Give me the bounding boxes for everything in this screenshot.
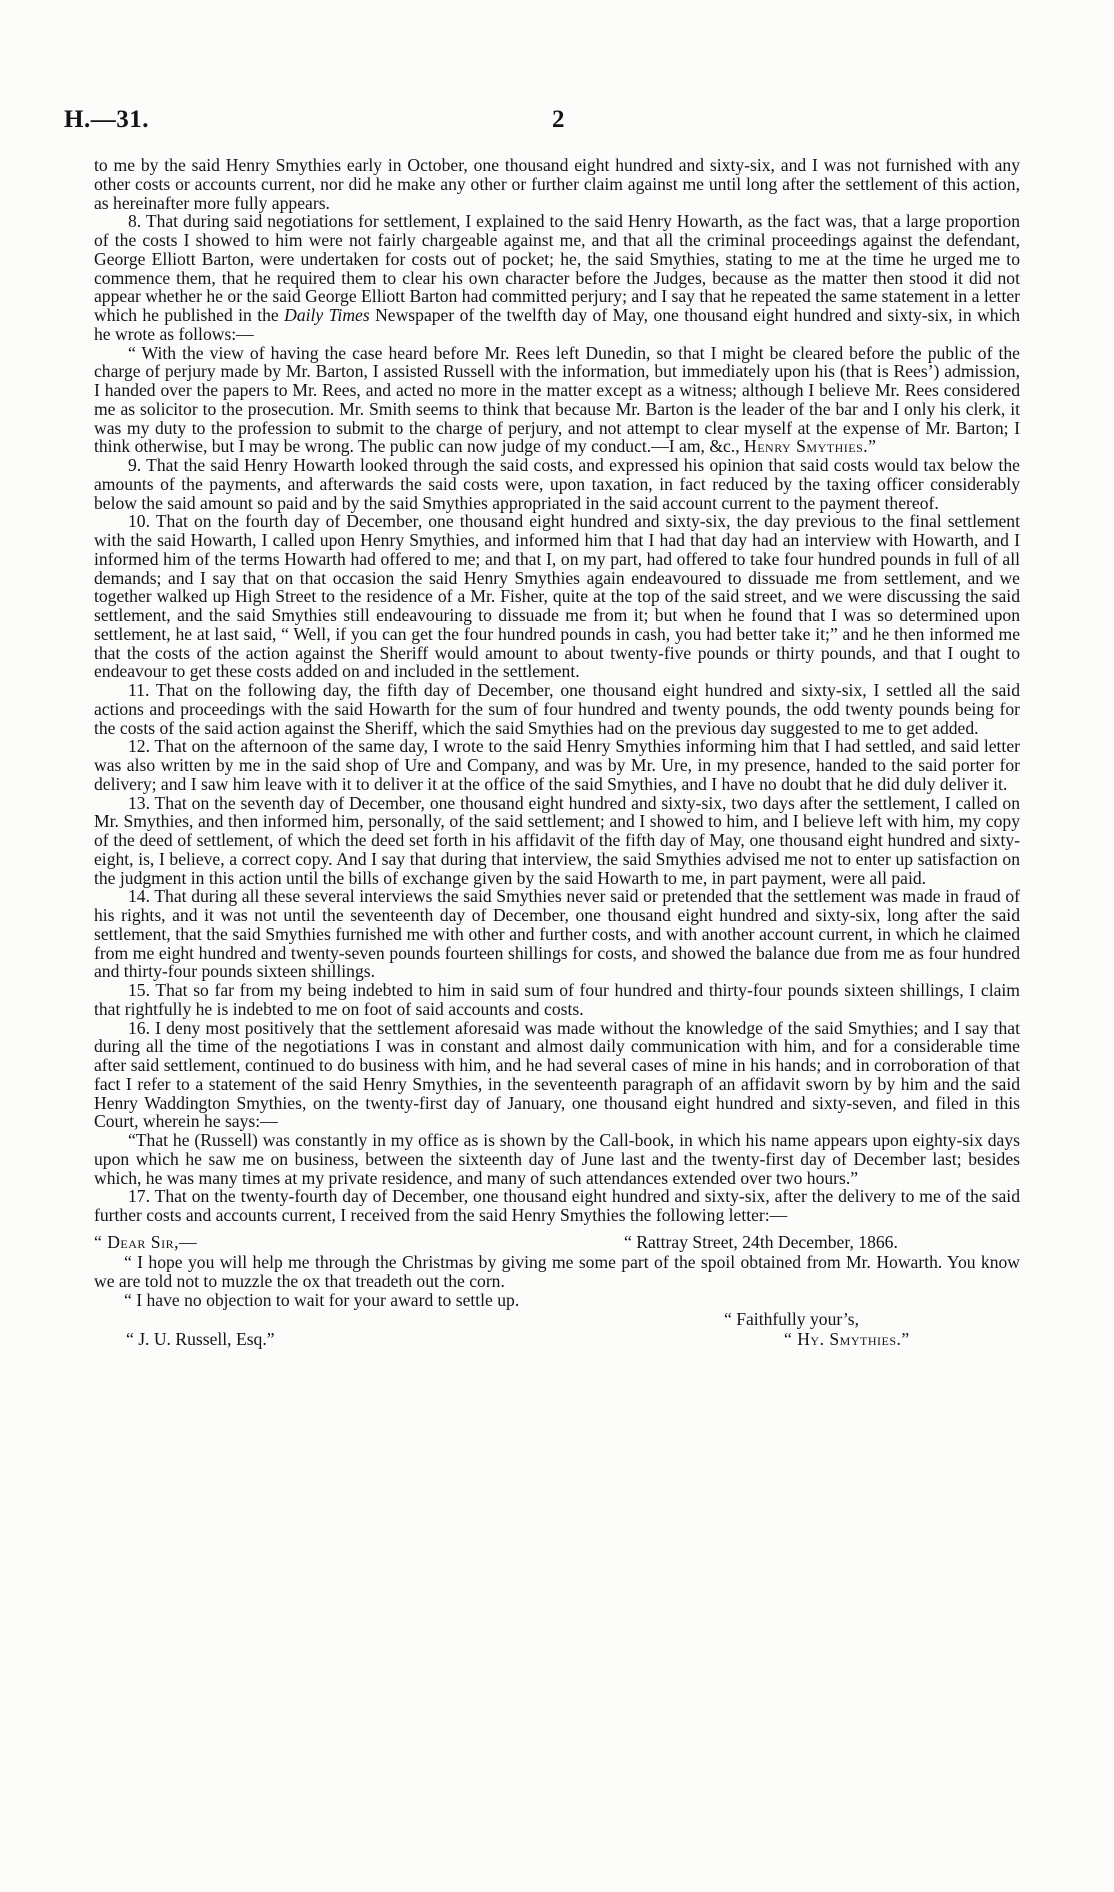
paragraph-7-continued: to me by the said Henry Smythies early in October, one thousand eight hundred and sixty-six, and I was not furnished with any other costs or accounts current, nor did he make any other or further claim against me until long after the settlement of this action, as hereinafter more fully appears.: [94, 155, 1020, 213]
paragraph-13: 13. That on the seventh day of December, one thousand eight hundred and sixty-six, two days after the settlement, I called on Mr. Smythies, and then informed him, personally, of the said settlement; and I showed to him, and I believe left with him, my copy of the deed of settlement, of which the deed set forth in his affidavit of the fifth day of May, one thousand eight hundred and sixty-eight, is, I believe, a correct copy. And I say that during that interview, the said Smythies advised me not to enter up satisfaction on the judgment in this action until the bills of exchange given by the said Howarth to me, in part payment, were all paid.: [94, 792, 1020, 888]
paragraph-8-text-end: Newspaper of the twelfth day of May, one thousand eight hundred and sixty-six, in which he wrote as follows:—: [94, 305, 1020, 344]
letter-salutation: “ Dear Sir,—: [94, 1231, 198, 1252]
letter-sign-row: [94, 1330, 1020, 1352]
letter-closing-row: [94, 1310, 1020, 1330]
paragraph-15: 15. That so far from my being indebted to him in said sum of four hundred and thirty-four pounds sixteen shillings, I claim that rightfully he is indebted to me on foot of said accounts and costs.: [94, 980, 1020, 1019]
document-id: H.—31.: [64, 106, 149, 133]
newspaper-title: Daily Times: [284, 305, 370, 325]
quoted-letter: “ With the view of having the case heard before Mr. Rees left Dunedin, so that I might be cleared before the public of the charge of perjury made by Mr. Barton, I assisted Russell with the information, but immediately upon his (that is Rees’) admission, I handed over the papers to Mr. Rees, and acted no more in the matter except as a witness; although I believe Mr. Rees considered me as solicitor to the prosecution. Mr. Smith seems to think that because Mr. Barton is the leader of the bar and I only his clerk, it was my duty to the profession to submit to the charge of perjury, and not attempt to clear myself at the expense of Mr. Barton; I think otherwise, but I may be wrong. The public can now judge of my conduct.—I am, &c., Henry Smythies.”: [94, 342, 1020, 457]
letter-block: [94, 1233, 1020, 1352]
quoted-letter-text: “ With the view of having the case heard before Mr. Rees left Dunedin, so that I might be cleared before the public of the charge of perjury made by Mr. Barton, I assisted Russell with the information, but immediately upon his (that is Rees’) admission, I handed over the papers to Mr. Rees, and acted no more in the matter except as a witness; although I believe Mr. Rees considered me as solicitor to the prosecution. Mr. Smith seems to think that because Mr. Barton is the leader of the bar and I only his clerk, it was my duty to the profession to submit to the charge of perjury, and not attempt to clear myself at the expense of Mr. Barton; I think otherwise, but I may be wrong. The public can now judge of my conduct.—I am, &c.,: [94, 342, 1020, 457]
letter-signature: “ Hy. Smythies.”: [784, 1328, 910, 1349]
paragraph-8-text: 8. That during said negotiations for settlement, I explained to the said Henry Howarth, as the fact was, that a large proportion of the costs I showed to him were not fairly chargeable against me, and that all the criminal proceedings against the defendant, George Elliott Barton, were undertaken for costs out of pocket; he, the said Smythies, stating to me at the time he urged me to commence them, that he required them to clear his own character before the Judges, because as the matter then stood it did not appear whether he or the said George Elliott Barton had committed perjury; and I say that he repeated the same statement in a letter which he published in the: [94, 211, 1020, 325]
document-body: [94, 156, 1020, 1352]
letter-body-line: “ I hope you will help me through the Christmas by giving me some part of the spoil obtained from Mr. Howarth. You know we are told not to muzzle the ox that treadeth out the corn.: [94, 1251, 1020, 1291]
page-number: 2: [552, 106, 565, 133]
quoted-letter-signature: Henry Smythies.: [744, 436, 869, 457]
paragraph-11: 11. That on the following day, the fifth day of December, one thousand eight hundred and sixty-six, I settled all the said actions and proceedings with the said Howarth for the sum of four hundred and twenty pounds, the odd twenty pounds being for the costs of the said action against the Sheriff, which the said Smythies had on the previous day suggested to me to get added.: [94, 680, 1020, 738]
letter-heading: [94, 1233, 1020, 1253]
paragraph-16: 16. I deny most positively that the settlement aforesaid was made without the knowledge of the said Smythies; and I say that during all the time of the negotiations I was in constant and almost daily communication with him, and for a considerable time after said settlement, continued to do business with him, and he had several cases of mine in his hands; and in corroboration of that fact I refer to a statement of the said Henry Smythies, in the seventeenth paragraph of an affidavit sworn by by him and the said Henry Waddington Smythies, on the twenty-first day of January, one thousand eight hundred and sixty-seven, and filed in this Court, wherein he says:—: [94, 1017, 1020, 1132]
paragraph-10: 10. That on the fourth day of December, one thousand eight hundred and sixty-six, the day previous to the final settlement with the said Howarth, I called upon Henry Smythies, and informed him that I had that day had an interview with Howarth, and I informed him of the terms Howarth had offered to me; and that I, on my part, had offered to take four hundred pounds in full of all demands; and I say that on that occasion the said Henry Smythies again endeavoured to dissuade me from settlement, and we together walked up High Street to the residence of a Mr. Fisher, quite at the top of the said street, and we were discussing the said settlement, and the said Smythies still endeavouring to dissuade me from it; but when he found that I was so determined upon settlement, he at last said, “ Well, if you can get the four hundred pounds in cash, you had better take it;” and he then informed me that the costs of the action against the Sheriff would amount to about twenty-five pounds or thirty pounds, and that I ought to endeavour to get these costs added on and included in the settlement.: [94, 511, 1020, 682]
paragraph-12: 12. That on the afternoon of the same day, I wrote to the said Henry Smythies informing him that I had settled, and said letter was also written by me in the said shop of Ure and Company, and was by Mr. Ure, in my presence, handed to the said porter for delivery; and I saw him leave with it to deliver it at the office of the said Smythies, and I have no doubt that he did duly deliver it.: [94, 736, 1020, 794]
paragraph-17: 17. That on the twenty-fourth day of December, one thousand eight hundred and sixty-six, after the delivery to me of the said further costs and accounts current, I received from the said Henry Smythies the following letter:—: [94, 1186, 1020, 1225]
page-header: [64, 106, 1050, 136]
paragraph-8: [94, 212, 1020, 343]
letter-address: “ Rattray Street, 24th December, 1866.: [624, 1231, 898, 1252]
letter-addressee: “ J. U. Russell, Esq.”: [126, 1328, 275, 1349]
letter-closing: “ Faithfully your’s,: [724, 1308, 860, 1329]
paragraph-9: 9. That the said Henry Howarth looked through the said costs, and expressed his opinion that said costs would tax below the amounts of the payments, and afterwards the said costs were, upon taxation, in fact reduced by the taxing officer considerably below the said amount so paid and by the said Smythies appropriated in the said account current to the payment thereof.: [94, 455, 1020, 513]
paragraph-14: 14. That during all these several interviews the said Smythies never said or pretended that the settlement was made in fraud of his rights, and it was not until the seventeenth day of December, one thousand eight hundred and sixty-six, long after the said settlement, that the said Smythies furnished me with other and further costs, and with another account current, in which he claimed from me eight hundred and twenty-seven pounds fourteen shillings for costs, and showed the balance due from me as four hundred and thirty-four pounds sixteen shillings.: [94, 886, 1020, 982]
letter-body-line: “ I have no objection to wait for your award to settle up.: [124, 1289, 520, 1310]
affidavit-quote: “That he (Russell) was constantly in my office as is shown by the Call-book, in which his name appears upon eighty-six days upon which he saw me on business, between the sixteenth day of June last and the twenty-first day of December last; besides which, he was many times at my private residence, and many of such attendances extended over two hours.”: [94, 1130, 1020, 1188]
